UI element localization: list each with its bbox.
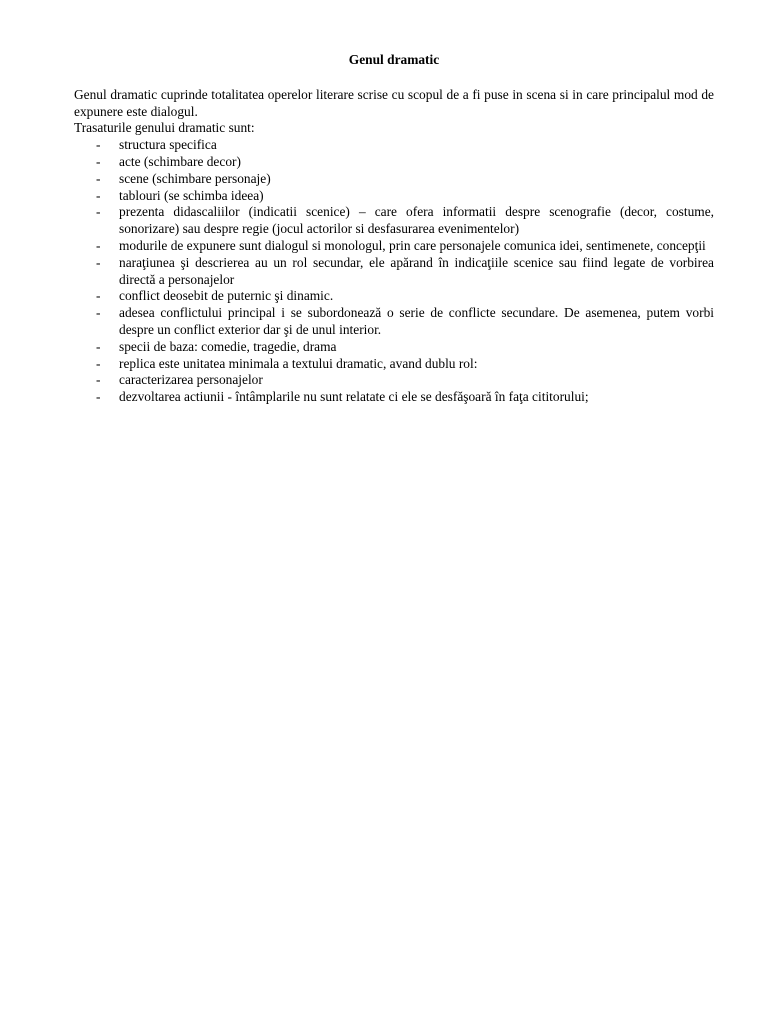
list-item: [74, 137, 714, 154]
list-item-text: conflict deosebit de puternic şi dinamic.: [119, 288, 334, 304]
bullet-dash: -: [96, 288, 101, 304]
bullet-dash: -: [96, 170, 101, 186]
bullet-dash: -: [96, 237, 101, 253]
bullet-dash: -: [96, 254, 101, 270]
list-item-text: scene (schimbare personaje): [119, 170, 271, 186]
list-item: [74, 339, 714, 356]
list-item: [74, 204, 714, 238]
list-item: [74, 154, 714, 171]
list-item-text: structura specifica: [119, 137, 217, 153]
intro-paragraph: Genul dramatic cuprinde totalitatea operelor literare scrise cu scopul de a fi puse in scena si in care principalul mod de expunere este dialogul.: [74, 86, 714, 119]
list-item-text: modurile de expunere sunt dialogul si monologul, prin care personajele comunica idei, sentimenete, concepţii: [119, 237, 706, 253]
bullet-dash: -: [96, 187, 101, 203]
traits-list: [74, 137, 714, 406]
document-page: [74, 52, 714, 406]
bullet-dash: -: [96, 204, 101, 220]
bullet-dash: -: [96, 372, 101, 388]
list-item: [74, 389, 714, 406]
list-item: [74, 188, 714, 205]
list-item: [74, 305, 714, 339]
list-item: [74, 255, 714, 289]
list-item-text: adesea conflictului principal i se subordonează o serie de conflicte secundare. De asemenea, putem vorbi despre un conflict exterior dar şi de unul interior.: [119, 305, 714, 337]
bullet-dash: -: [96, 305, 101, 321]
bullet-dash: -: [96, 389, 101, 405]
list-item-text: prezenta didascaliilor (indicatii scenice) – care ofera informatii despre scenografie (decor, costume, sonorizare) sau despre regie (jocul actorilor si desfasurarea evenimentelor): [119, 204, 714, 237]
document-title: Genul dramatic: [348, 52, 440, 67]
list-item-text: dezvoltarea actiunii - întâmplarile nu sunt relatate ci ele se desfăşoară în faţa cititorului;: [119, 389, 589, 405]
list-item: [74, 288, 714, 305]
list-item: [74, 356, 714, 373]
bullet-dash: -: [96, 338, 101, 354]
bullet-dash: -: [96, 355, 101, 371]
list-item-text: specii de baza: comedie, tragedie, drama: [119, 338, 337, 354]
list-item: [74, 238, 714, 255]
list-item-text: tablouri (se schimba ideea): [119, 187, 264, 203]
list-item: [74, 171, 714, 188]
list-item-text: caracterizarea personajelor: [119, 372, 263, 388]
bullet-dash: -: [96, 153, 101, 169]
list-item-text: acte (schimbare decor): [119, 153, 241, 169]
list-item-text: naraţiunea şi descrierea au un rol secundar, ele apărand în indicaţiile scenice sau fiind legate de vorbirea directă a personajelor: [119, 254, 714, 287]
list-item: [74, 372, 714, 389]
list-item-text: replica este unitatea minimala a textului dramatic, avand dublu rol:: [119, 355, 478, 371]
bullet-dash: -: [96, 137, 101, 153]
traits-heading: Trasaturile genului dramatic sunt:: [74, 120, 255, 136]
